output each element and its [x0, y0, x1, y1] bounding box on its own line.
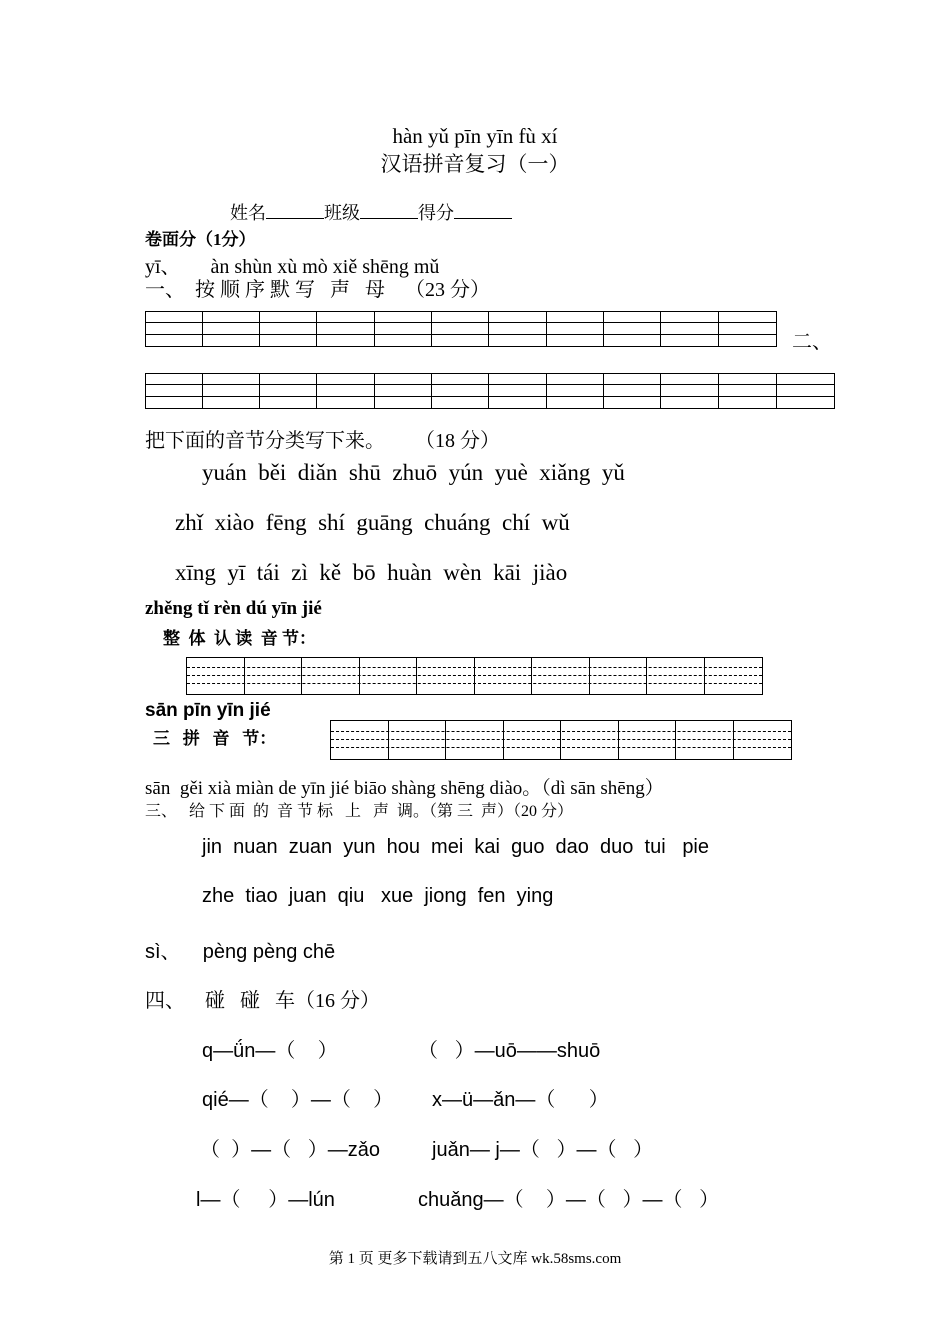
student-info-line: [230, 199, 512, 225]
section3-heading: 三、 给 下 面 的 音 节 标 上 声 调。（第 三 声）（20 分）: [145, 803, 574, 820]
section1-pinyin: yī、 àn shùn xù mò xiě shēng mǔ: [145, 256, 440, 278]
score-label: 得分: [418, 203, 454, 223]
tone-row-2: zhe tiao juan qiu xue jiong fen ying: [202, 885, 554, 907]
class-blank[interactable]: [360, 204, 418, 219]
bumper-line-3-left: （ ）—（ ）—zǎo: [200, 1139, 381, 1161]
whole-syllable-grid[interactable]: [186, 657, 763, 695]
syllable-row-3: xīng yī tái zì kě bō huàn wèn kāi jiào: [175, 560, 568, 585]
bumper-line-4-right: chuǎng—（ ）—（ ）—（ ）: [418, 1189, 720, 1211]
section1-heading: 一、 按 顺 序 默 写 声 母 （23 分）: [145, 279, 490, 301]
syllable-row-2: zhǐ xiào fēng shí guāng chuáng chí wǔ: [175, 510, 570, 535]
class-label: 班级: [324, 203, 360, 223]
writing-grid-2[interactable]: [145, 373, 835, 409]
bumper-line-1-right: （ ）—uō——shuō: [418, 1040, 601, 1062]
bumper-line-3-right: juǎn— j—（ ）—（ ）: [432, 1139, 654, 1161]
tone-row-1: jin nuan zuan yun hou mei kai guo dao duo tui pie: [202, 836, 710, 858]
bumper-line-4-left: l—（ ）—lún: [196, 1189, 335, 1211]
section4-pinyin: sì、 pèng pèng chē: [145, 941, 336, 963]
whole-syllable-label: 整 体 认 读 音 节：: [163, 629, 316, 648]
whole-syllable-pinyin: zhěng tǐ rèn dú yīn jié: [145, 598, 322, 619]
score-blank[interactable]: [454, 204, 512, 219]
bumper-line-2-right: x—ü—ǎn—（ ）: [432, 1089, 609, 1111]
writing-grid-1[interactable]: [145, 311, 777, 347]
section2-number: 二、: [792, 331, 832, 353]
bumper-line-2-left: qié—（ ）—（ ）: [202, 1089, 394, 1111]
syllable-row-1: yuán běi diǎn shū zhuō yún yuè xiǎng yǔ: [202, 460, 625, 485]
three-part-pinyin: sān pīn yīn jié: [145, 700, 271, 721]
page-footer: 第 1 页 更多下载请到五八文库 wk.58sms.com: [328, 1251, 622, 1267]
bumper-line-1-left: q—ǘn—（ ）: [202, 1040, 338, 1062]
three-part-label: 三 拼 音 节：: [153, 729, 277, 748]
neatness-score: 卷面分（1分）: [145, 230, 256, 249]
name-label: 姓名: [230, 203, 266, 223]
page-title: 汉语拼音复习（一）: [380, 152, 570, 176]
title-pinyin: hàn yǔ pīn yīn fù xí: [392, 124, 558, 148]
three-part-grid[interactable]: [330, 720, 792, 760]
name-blank[interactable]: [266, 204, 324, 219]
section3-pinyin: sān gěi xià miàn de yīn jié biāo shàng shēng diào。（dì sān shēng）: [145, 778, 664, 799]
section4-heading: 四、 碰 碰 车（16 分）: [145, 990, 380, 1012]
section2-heading: 把下面的音节分类写下来。 （18 分）: [145, 430, 500, 452]
